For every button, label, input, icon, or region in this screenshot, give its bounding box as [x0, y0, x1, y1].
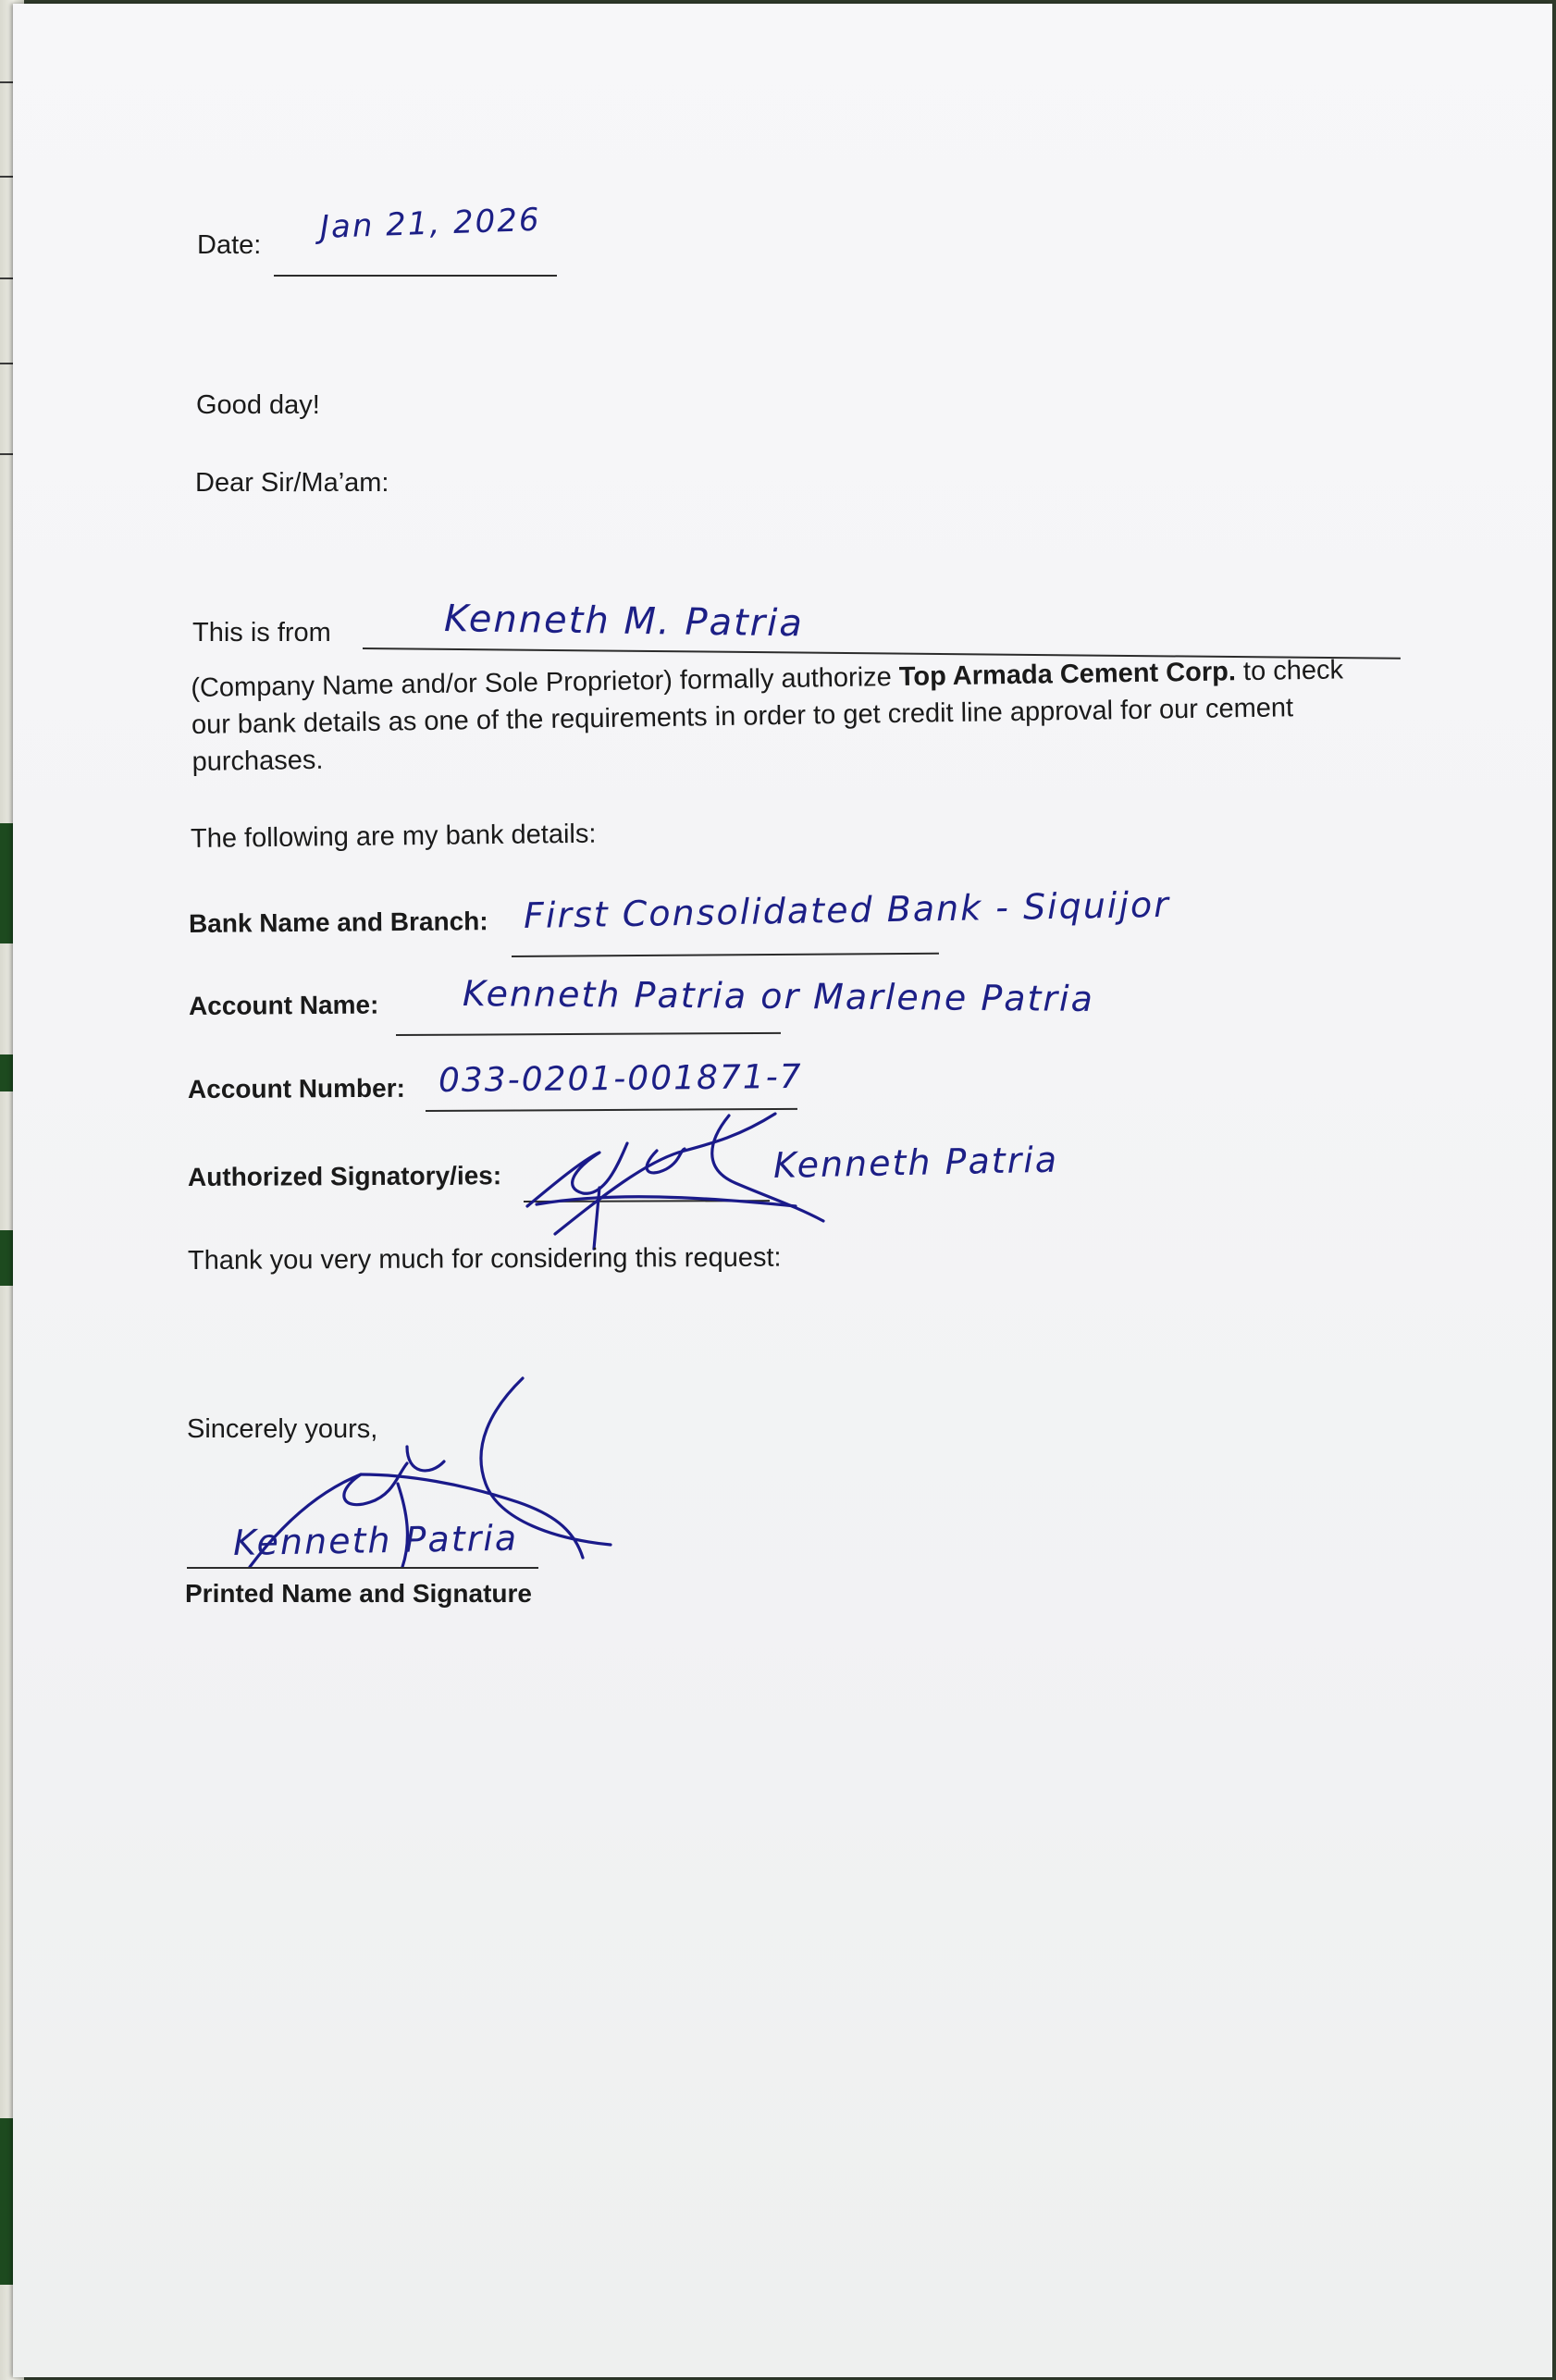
- authorization-paragraph: (Company Name and/or Sole Proprietor) formally authorize Top Armada Cement Corp. to check our bank details as one of the requirements in order to get credit line approval for our cement purchases.: [191, 655, 1344, 777]
- printed-name-handwritten: Kenneth Patria: [232, 1517, 519, 1563]
- date-handwritten: Jan 21, 2026: [319, 201, 542, 246]
- closing: Sincerely yours,: [187, 1414, 378, 1444]
- signatory-signature: [518, 1095, 833, 1262]
- date-label: Date:: [197, 230, 262, 260]
- from-handwritten: Kenneth M. Patria: [443, 598, 805, 646]
- company-name: Top Armada Cement Corp.: [898, 657, 1237, 692]
- account-number-handwritten: 033-0201-001871-7: [438, 1057, 803, 1100]
- account-number-label: Account Number:: [187, 1073, 405, 1104]
- signatory-handwritten-name: Kenneth Patria: [772, 1139, 1059, 1186]
- salutation: Dear Sir/Ma’am:: [195, 468, 389, 498]
- bank-name-handwritten: First Consolidated Bank - Siquijor: [523, 883, 1171, 936]
- greeting: Good day!: [196, 390, 320, 420]
- thanks-line: Thank you very much for considering this request:: [187, 1242, 782, 1276]
- signatory-label: Authorized Signatory/ies:: [187, 1161, 502, 1191]
- account-name-handwritten: Kenneth Patria or Marlene Patria: [462, 973, 1095, 1019]
- account-name-label: Account Name:: [188, 990, 379, 1020]
- printed-name-underline: [187, 1567, 538, 1569]
- bank-details-intro: The following are my bank details:: [190, 819, 597, 854]
- bank-name-label: Bank Name and Branch:: [188, 906, 488, 938]
- from-label: This is from: [192, 618, 331, 647]
- printed-name-label: Printed Name and Signature: [185, 1579, 532, 1608]
- date-underline: [274, 275, 557, 277]
